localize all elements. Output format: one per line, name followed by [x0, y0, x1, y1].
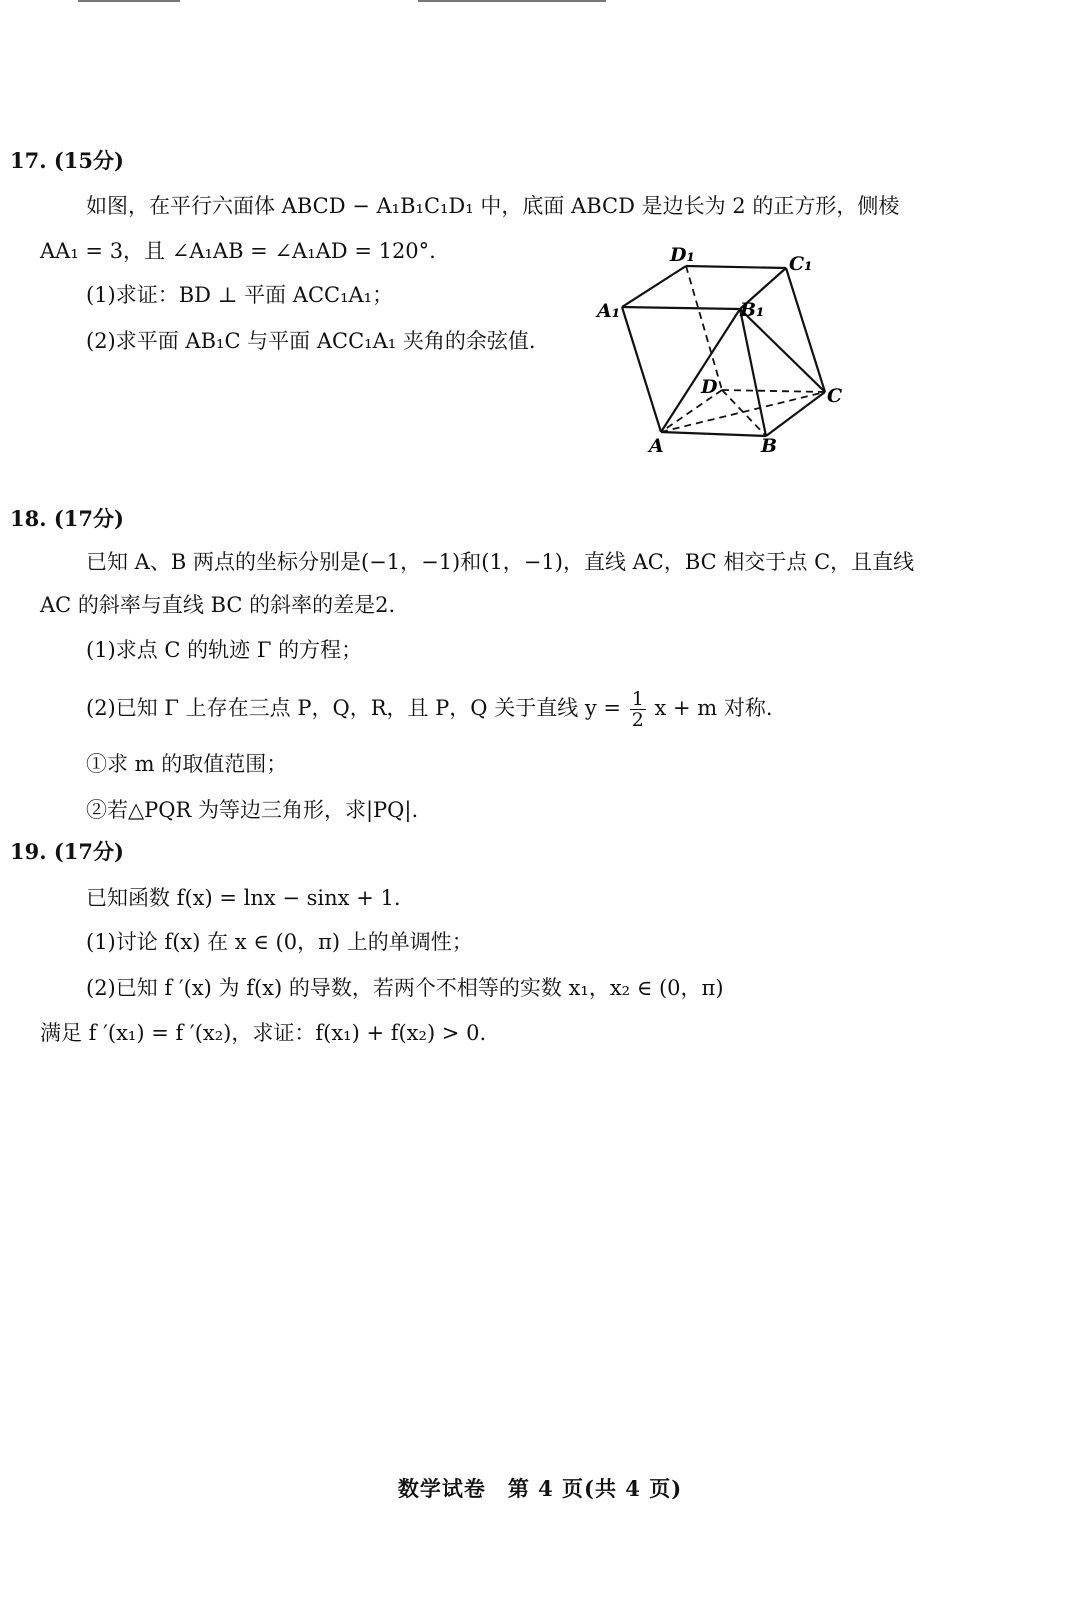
q19-intro: 已知函数 f(x) = lnx − sinx + 1.: [86, 886, 401, 910]
label-D1: D₁: [670, 244, 695, 266]
label-C1: C₁: [789, 253, 813, 275]
q18-header: 18. (17分): [10, 506, 124, 531]
q17-part1: (1)求证：BD ⊥ 平面 ACC₁A₁；: [86, 283, 394, 307]
q18-intro-line2: AC 的斜率与直线 BC 的斜率的差是2.: [40, 593, 396, 617]
q17-header: 17. (15分): [10, 148, 124, 173]
q17-intro-line1: 如图，在平行六面体 ABCD − A₁B₁C₁D₁ 中，底面 ABCD 是边长为 2 的正方形，侧棱: [86, 194, 900, 218]
fraction-one-half: [630, 689, 646, 730]
label-B: B: [761, 435, 778, 457]
q19-part2-line2: 满足 f ′(x₁) = f ′(x₂)，求证：f(x₁) + f(x₂) > 0.: [40, 1021, 487, 1045]
q18-part1: (1)求点 C 的轨迹 Γ 的方程；: [86, 638, 363, 662]
q19-header: 19. (17分): [10, 839, 124, 864]
q18-sub2: ②若△PQR 为等边三角形，求|PQ|.: [86, 798, 419, 822]
footer-subject: 数学试卷: [397, 1476, 486, 1501]
q18-part2-prefix: (2)已知 Γ 上存在三点 P，Q，R，且 P，Q 关于直线 y =: [86, 696, 622, 720]
q18-part2-suffix: x + m 对称.: [654, 696, 773, 720]
label-B1: B₁: [740, 299, 765, 321]
fraction-numerator: 1: [631, 688, 644, 710]
label-A: A: [649, 435, 664, 457]
q17-part2: (2)求平面 AB₁C 与平面 ACC₁A₁ 夹角的余弦值.: [86, 329, 536, 353]
label-D: D: [701, 376, 718, 398]
parallelepiped-figure: [0, 0, 1080, 480]
q18-sub1: ①求 m 的取值范围；: [86, 752, 288, 776]
page-footer: [0, 1473, 1080, 1503]
q19-part1: (1)讨论 f(x) 在 x ∈ (0，π) 上的单调性；: [86, 930, 473, 954]
q18-part2: [86, 684, 773, 732]
q18-intro-line1: 已知 A、B 两点的坐标分别是(−1，−1)和(1，−1)，直线 AC，BC 相交于点 C，且直线: [86, 550, 915, 574]
q17-intro-line2: AA₁ = 3，且 ∠A₁AB = ∠A₁AD = 120°.: [40, 239, 436, 263]
footer-page-number: 第 4 页(共 4 页): [507, 1476, 683, 1501]
label-C: C: [827, 385, 843, 407]
fraction-denominator: 2: [631, 709, 644, 731]
q19-part2-line1: (2)已知 f ′(x) 为 f(x) 的导数，若两个不相等的实数 x₁，x₂ ∈ (0，π): [86, 976, 724, 1000]
label-A1: A₁: [597, 300, 621, 322]
